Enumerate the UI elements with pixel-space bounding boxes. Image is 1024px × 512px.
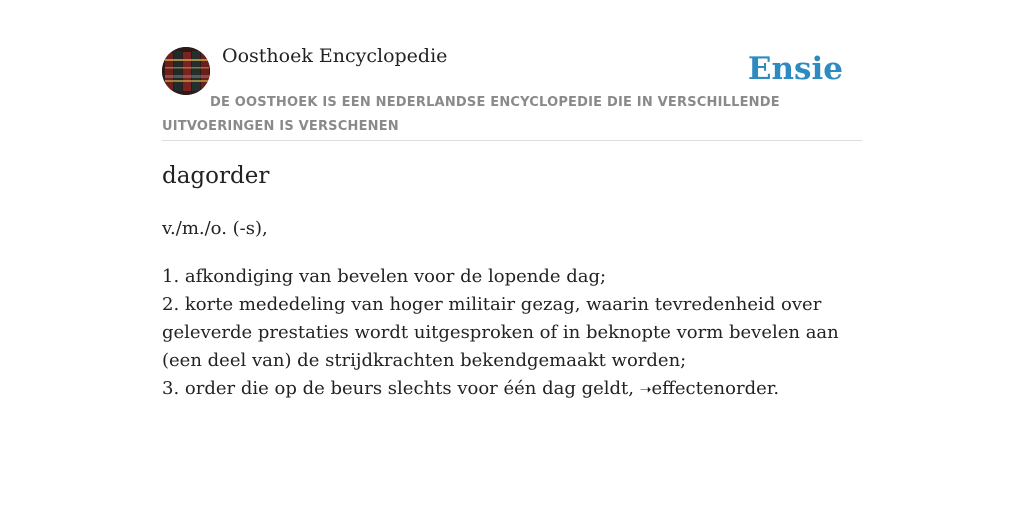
entry-title: dagorder <box>162 163 270 189</box>
definition-3 <box>162 375 852 404</box>
definition-3-text: 3. order die op de beurs slechts voor één dag geldt, <box>162 378 640 399</box>
grammar-info: v./m./o. (-s), <box>162 218 268 239</box>
site-title[interactable]: Oosthoek Encyclopedie <box>222 45 448 67</box>
brand-logo-link[interactable]: Ensie <box>747 51 843 87</box>
definition-1: 1. afkondiging van bevelen voor de lopende dag; <box>162 266 607 287</box>
site-tagline: DE OOSTHOEK IS EEN NEDERLANDSE ENCYCLOPEDIE DIE IN VERSCHILLENDE UITVOERINGEN IS VERSCHENEN <box>162 95 780 134</box>
definition-2: 2. korte mededeling van hoger militair gezag, waarin tevredenheid over geleverde prestaties wordt uitgesproken of in beknopte vorm bevelen aan (een deel van) de strijdkrachten bekendgemaakt worden; <box>162 294 839 371</box>
encyclopedia-books-icon[interactable] <box>162 47 210 95</box>
site-header <box>162 0 862 141</box>
definitions <box>162 263 852 404</box>
cross-reference-label: effectenorder <box>651 378 774 399</box>
arrow-right-icon: ➝ <box>639 382 652 398</box>
cross-reference-link[interactable] <box>640 378 774 399</box>
definition-3-end: . <box>773 378 780 399</box>
page-container <box>162 0 862 399</box>
